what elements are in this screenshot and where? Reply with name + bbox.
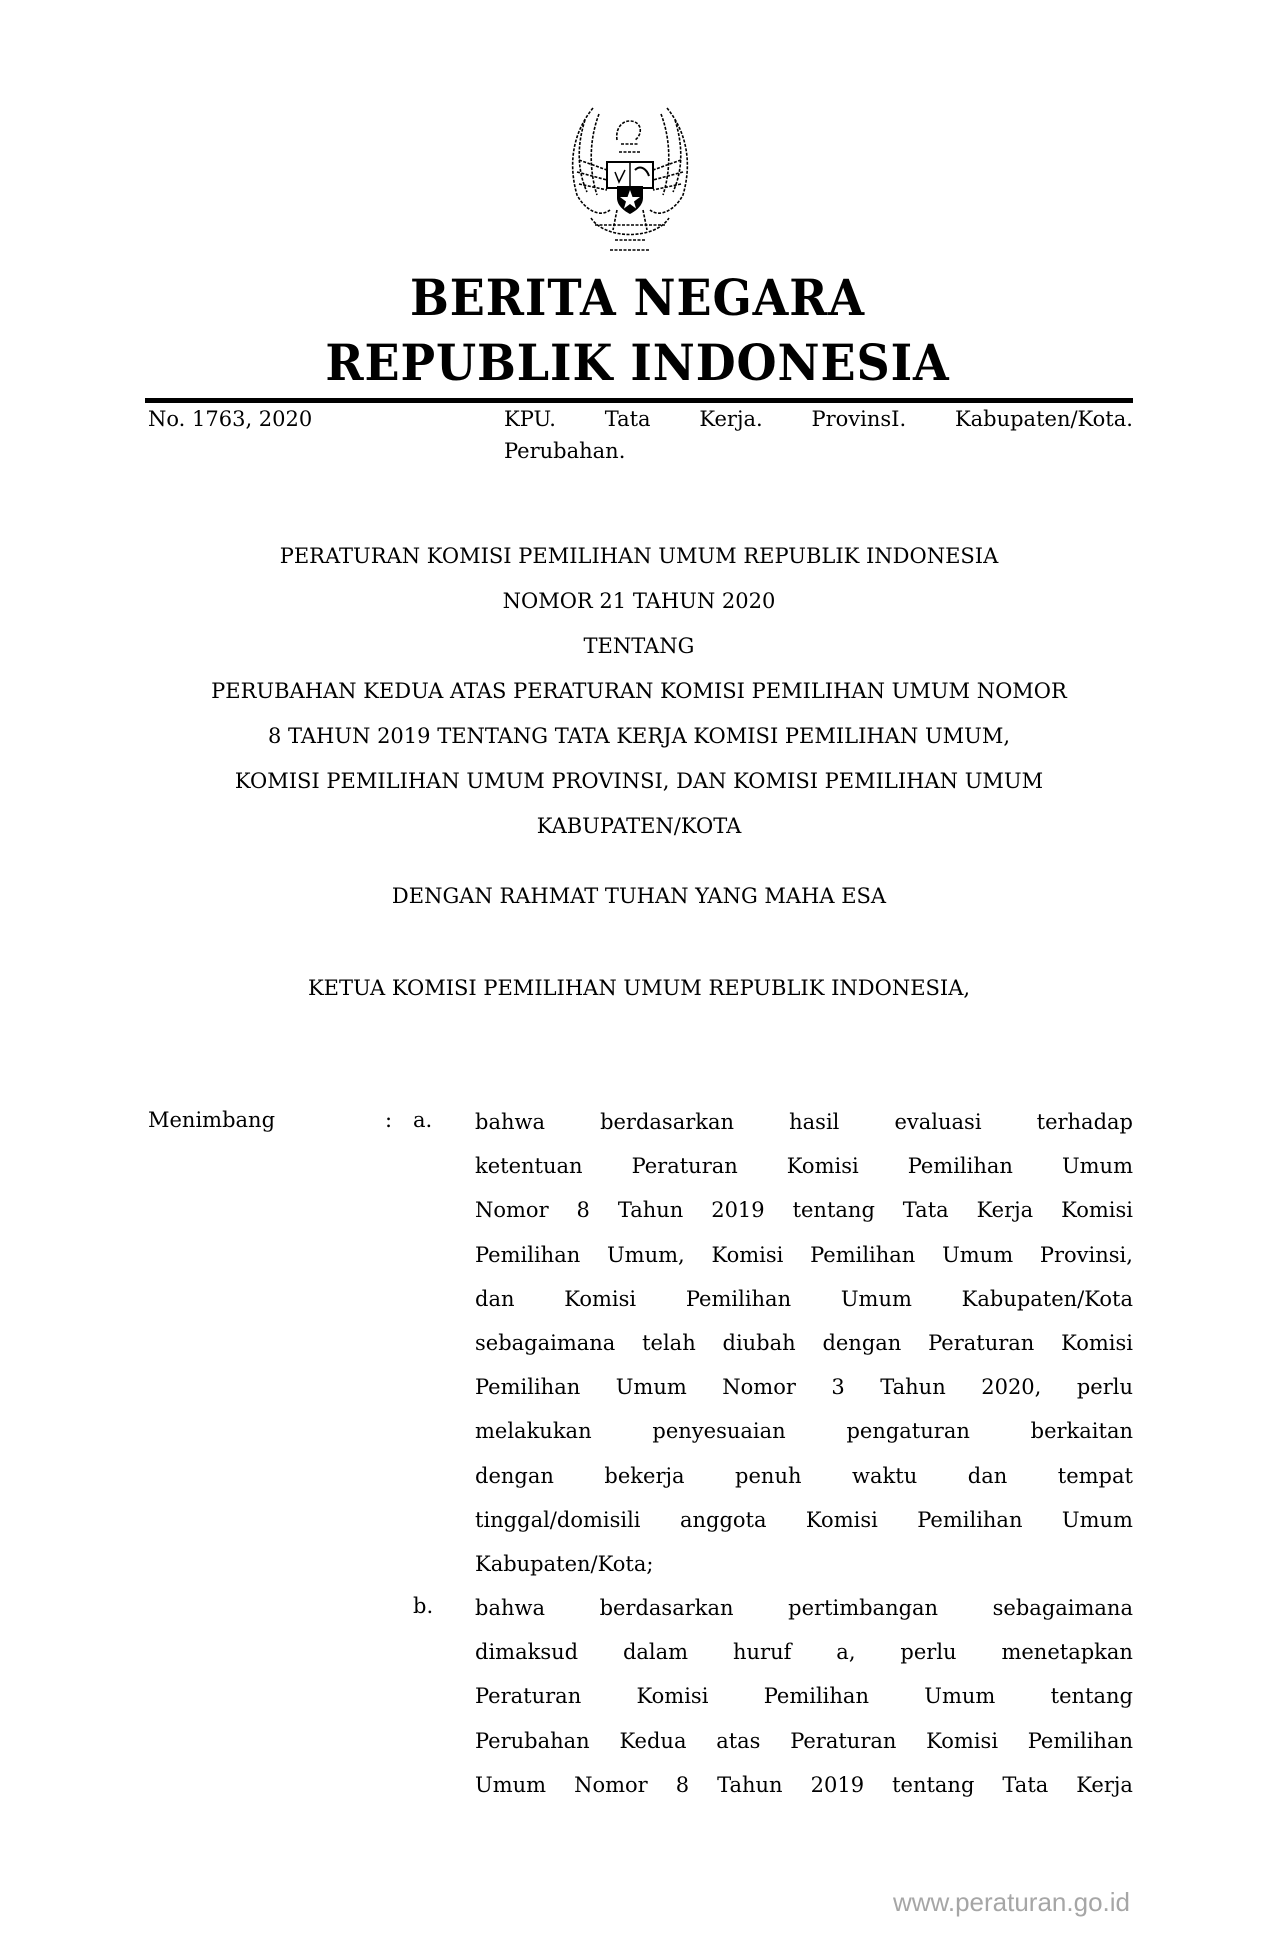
word: berkaitan [1030, 1419, 1133, 1444]
heading-line: NOMOR 21 TAHUN 2020 [502, 589, 776, 613]
word: Kerja [1076, 1772, 1133, 1797]
text-line [475, 1365, 1133, 1409]
word: pertimbangan [788, 1596, 939, 1620]
consideration-b [475, 1586, 1133, 1807]
text-line [475, 1763, 1133, 1807]
word: bahwa [475, 1110, 545, 1134]
word: tentang [1050, 1684, 1133, 1709]
word: dalam [622, 1640, 689, 1665]
word: Umum [840, 1286, 912, 1311]
word: huruf [733, 1640, 792, 1665]
word: dan [967, 1463, 1008, 1488]
text-line [475, 1100, 1133, 1144]
word: Komisi [564, 1286, 637, 1311]
word: sebagaimana [475, 1330, 616, 1355]
word: hasil [789, 1110, 840, 1134]
subject-word: Kerja. [699, 407, 763, 431]
word: Tahun [617, 1198, 684, 1223]
heading-line: TENTANG [583, 634, 695, 658]
heading-line: KABUPATEN/KOTA [536, 814, 742, 838]
word: Pemilihan [907, 1154, 1013, 1179]
word: Kerja [976, 1198, 1034, 1223]
word: Tahun [880, 1375, 946, 1400]
consideration-a [475, 1100, 1133, 1586]
subject-word: Tata [604, 407, 651, 431]
word: Umum [924, 1684, 996, 1709]
word: 8 [576, 1198, 590, 1223]
word: penuh [735, 1463, 802, 1488]
regulation-heading [145, 534, 1133, 849]
word: atas [716, 1728, 761, 1753]
text-line [475, 1277, 1133, 1321]
word: Kabupaten/Kota [961, 1286, 1133, 1311]
word: Tata [1002, 1772, 1049, 1797]
word: perlu [1076, 1375, 1133, 1400]
word: Peraturan [928, 1330, 1035, 1355]
gazette-subject [504, 403, 1133, 467]
word: menetapkan [1001, 1640, 1133, 1665]
word: melakukan [475, 1419, 592, 1444]
word: Umum [615, 1375, 687, 1400]
word: tinggal/domisili [475, 1507, 641, 1532]
word: telah [642, 1330, 696, 1355]
word: perlu [900, 1640, 957, 1665]
heading-line: PERATURAN KOMISI PEMILIHAN UMUM REPUBLIK INDONESIA [279, 544, 999, 568]
word: tempat [1057, 1463, 1133, 1488]
word: Tata [902, 1198, 949, 1223]
invocation: DENGAN RAHMAT TUHAN YANG MAHA ESA [391, 884, 887, 908]
gazette-subtitle: REPUBLIK INDONESIA [325, 333, 950, 392]
heading-line: KOMISI PEMILIHAN UMUM PROVINSI, DAN KOMISI PEMILIHAN UMUM [234, 769, 1044, 793]
text-line [475, 1233, 1133, 1277]
text-line [475, 1321, 1133, 1365]
word: Umum, [606, 1242, 685, 1267]
item-letter-a: a. [413, 1108, 433, 1132]
word: dengan [822, 1330, 902, 1355]
word: terhadap [1036, 1110, 1133, 1134]
word: Pemilihan [917, 1507, 1023, 1532]
word: Pemilihan [475, 1242, 581, 1267]
subject-word: ProvinsI. [811, 407, 907, 431]
word: Perubahan [475, 1728, 590, 1753]
word: 3 [831, 1375, 845, 1400]
word: Pemilihan [763, 1684, 869, 1709]
word: Peraturan [475, 1684, 582, 1709]
word: Provinsi, [1039, 1242, 1133, 1267]
subject-word: Kabupaten/Kota. [954, 407, 1133, 431]
word: Kedua [619, 1728, 687, 1753]
word: 8 [675, 1772, 690, 1797]
word: Pemilihan [475, 1375, 581, 1400]
word: Peraturan [790, 1728, 897, 1753]
word: 2019 [711, 1198, 765, 1223]
word: bekerja [604, 1463, 685, 1488]
word: Nomor [722, 1375, 796, 1400]
menimbang-label: Menimbang [148, 1108, 276, 1132]
text-line [475, 1144, 1133, 1188]
text-line [475, 1674, 1133, 1718]
word: dimaksud [475, 1640, 579, 1665]
word: berdasarkan [600, 1110, 735, 1134]
watermark: www.peraturan.go.id [892, 1887, 1130, 1917]
word: Peraturan [631, 1154, 738, 1179]
word: Nomor [475, 1198, 549, 1223]
issuer: KETUA KOMISI PEMILIHAN UMUM REPUBLIK INDONESIA, [307, 976, 971, 1000]
gazette-title: BERITA NEGARA [409, 268, 866, 327]
word: evaluasi [894, 1110, 982, 1134]
word: waktu [852, 1463, 918, 1488]
word: Umum [1061, 1154, 1133, 1179]
word: 2019 [810, 1772, 865, 1797]
word: penyesuaian [652, 1419, 786, 1444]
word: a, [836, 1640, 856, 1665]
word: bahwa [475, 1596, 545, 1620]
subject-line-2: Perubahan. [504, 439, 626, 463]
word: Umum [1061, 1507, 1133, 1532]
word: Umum [942, 1242, 1014, 1267]
subject-word: KPU. [504, 407, 556, 431]
word: Komisi [805, 1507, 878, 1532]
heading-line: 8 TAHUN 2019 TENTANG TATA KERJA KOMISI PEMILIHAN UMUM, [267, 724, 1011, 748]
text-line [475, 1719, 1133, 1763]
word: Umum [475, 1772, 547, 1797]
word: dengan [475, 1463, 554, 1488]
word: Kabupaten/Kota; [475, 1551, 654, 1576]
menimbang-colon: : [385, 1108, 393, 1132]
item-letter-b: b. [413, 1594, 434, 1618]
text-line [475, 1409, 1133, 1453]
word: berdasarkan [599, 1596, 734, 1620]
word: sebagaimana [992, 1596, 1133, 1620]
word: diubah [722, 1330, 796, 1355]
word: Tahun [717, 1772, 783, 1797]
word: anggota [679, 1507, 767, 1532]
word: Komisi [786, 1154, 859, 1179]
gazette-number: No. 1763, 2020 [148, 407, 313, 431]
text-line [475, 1542, 1133, 1586]
text-line [475, 1586, 1133, 1630]
text-line [475, 1630, 1133, 1674]
word: Nomor [574, 1772, 648, 1797]
word: Pemilihan [1027, 1728, 1133, 1753]
word: dan [475, 1286, 515, 1311]
word: tentang [792, 1198, 875, 1223]
word: 2020, [981, 1375, 1042, 1400]
word: Pemilihan [685, 1286, 792, 1311]
text-line [475, 1454, 1133, 1498]
word: Komisi [1061, 1198, 1133, 1223]
word: Komisi [636, 1684, 709, 1709]
word: Komisi [926, 1728, 999, 1753]
word: Komisi [711, 1242, 784, 1267]
word: pengaturan [846, 1419, 970, 1444]
word: Komisi [1061, 1330, 1133, 1355]
heading-line: PERUBAHAN KEDUA ATAS PERATURAN KOMISI PEMILIHAN UMUM NOMOR [211, 679, 1067, 703]
garuda-emblem-icon [555, 100, 705, 260]
word: ketentuan [475, 1154, 583, 1179]
word: tentang [892, 1772, 975, 1797]
text-line [475, 1498, 1133, 1542]
word: Pemilihan [810, 1242, 916, 1267]
text-line [475, 1188, 1133, 1232]
